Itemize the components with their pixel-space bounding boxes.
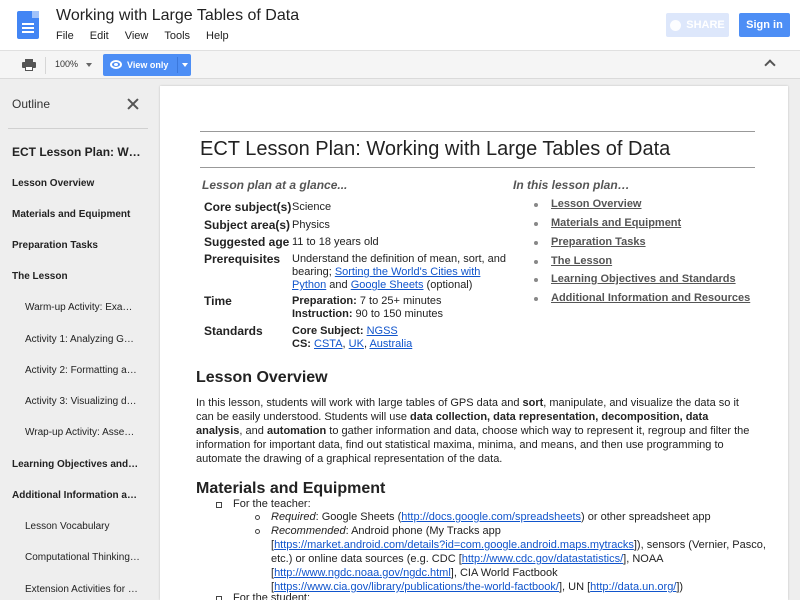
glance-title: Lesson plan at a glance... xyxy=(202,178,348,192)
outline-item[interactable]: Lesson Overview xyxy=(12,178,95,189)
mytracks-link[interactable]: https://market.android.com/details?id=com.google.android.maps.mytracks xyxy=(274,539,634,551)
circle-bullet xyxy=(255,515,260,520)
outline-item[interactable]: Activity 3: Visualizing d… xyxy=(25,396,137,407)
standards-label: Standards xyxy=(204,324,263,338)
chevron-down-icon[interactable] xyxy=(86,63,92,67)
overview-paragraph: In this lesson, students will work with large tables of GPS data and sort, manipulate, and visualize the data so it can be easily understood. Students will use data collection, data representation, decomposition, data analysis, and automation to gather information and data, choose which way to represent it, regroup and filter the information for important data, find out statistical maxima, minima, and means, and then use programming to automate the drawing of a graphical representation of the data. xyxy=(196,397,750,465)
outline-divider xyxy=(8,128,148,129)
checkbox-bullet xyxy=(216,502,222,508)
prereq-and: and xyxy=(326,279,351,291)
cia-link[interactable]: https://www.cia.gov/library/publications/the-world-factbook/ xyxy=(274,581,559,593)
list-item: Required: Google Sheets (http://docs.google.com/spreadsheets) or other spreadsheet app xyxy=(271,511,711,523)
prereq-text: Understand the definition of mean, sort, and xyxy=(292,253,507,265)
toc-link[interactable]: Learning Objectives and Standards xyxy=(551,273,736,285)
eye-icon xyxy=(110,60,122,69)
csta-link[interactable]: CSTA xyxy=(314,338,343,350)
toolbar-divider xyxy=(45,57,46,74)
prep-label: Preparation: xyxy=(292,295,357,307)
close-icon[interactable] xyxy=(127,98,139,110)
outline-item[interactable]: The Lesson xyxy=(12,271,68,282)
outline-item[interactable]: Computational Thinking… xyxy=(25,552,140,563)
chevron-down-icon[interactable] xyxy=(182,63,188,67)
prereq-label: Prerequisites xyxy=(204,252,281,266)
section-heading: Lesson Overview xyxy=(196,369,328,386)
outline-item[interactable]: Learning Objectives and… xyxy=(12,459,139,470)
share-label: SHARE xyxy=(686,19,725,31)
menu-file[interactable]: File xyxy=(56,30,74,42)
toc-link[interactable]: Additional Information and Resources xyxy=(551,292,751,304)
time-value xyxy=(292,295,443,321)
cdc-link[interactable]: http://www.cdc.gov/datastatistics/ xyxy=(461,553,624,565)
sign-in-button[interactable]: Sign in xyxy=(739,13,790,37)
docs-logo-icon[interactable] xyxy=(17,11,39,39)
chevron-up-icon[interactable] xyxy=(764,59,775,70)
subject-areas-label: Subject area(s) xyxy=(204,218,291,232)
print-icon[interactable] xyxy=(22,59,36,71)
document-heading: ECT Lesson Plan: Working with Large Tables of Data xyxy=(200,138,671,160)
instr-label: Instruction: xyxy=(292,308,353,320)
view-mode-button[interactable] xyxy=(103,54,191,76)
title-rule xyxy=(200,167,755,168)
core-subjects-label: Core subject(s) xyxy=(204,200,292,214)
core-subject-label: Core Subject: xyxy=(292,325,364,337)
outline-title: Outline xyxy=(12,97,51,111)
outline-item[interactable]: Preparation Tasks xyxy=(12,240,98,251)
outline-item[interactable]: Warm-up Activity: Exa… xyxy=(25,302,133,313)
toc-link[interactable]: Materials and Equipment xyxy=(551,217,682,229)
time-label: Time xyxy=(204,294,232,308)
outline-item[interactable]: Extension Activities for … xyxy=(25,584,138,595)
toc-link[interactable]: Lesson Overview xyxy=(551,198,642,210)
prereq-value xyxy=(292,253,507,292)
list-item: Recommended: Android phone (My Tracks app [https://market.android.com/details?id=com.google.android.maps.mytracks]), sensors (Vernier, Pasco, etc.) or online data sources (e.g. CDC [http://www.cdc.gov/datastatistics/], NOAA [http://www.ngdc.noaa.gov/ngdc.html], CIA World Factbook [https://www.cia.gov/library/publications/the-world-factbook/], UN [http://data.un.org/]) xyxy=(271,525,766,593)
zoom-select[interactable]: 100% xyxy=(55,59,79,69)
checkbox-bullet xyxy=(216,596,222,600)
subject-areas-value: Physics xyxy=(292,219,330,231)
title-rule xyxy=(200,131,755,132)
outline-item[interactable]: Activity 1: Analyzing G… xyxy=(25,334,134,345)
document-title: Working with Large Tables of Data xyxy=(56,7,300,24)
globe-icon xyxy=(670,20,681,31)
app-header xyxy=(0,0,800,50)
outline-item[interactable]: Additional Information a… xyxy=(12,490,137,501)
sorting-cities-link[interactable]: Python xyxy=(292,279,327,291)
view-mode-label: View only xyxy=(127,60,169,70)
list-item: For the student: xyxy=(233,592,311,600)
noaa-link[interactable]: http://www.ngdc.noaa.gov/ngdc.html xyxy=(274,567,451,579)
menu-bar xyxy=(56,30,245,42)
cs-label: CS: xyxy=(292,338,311,350)
outline-item[interactable]: Lesson Vocabulary xyxy=(25,521,110,532)
menu-view[interactable]: View xyxy=(124,30,149,42)
outline-item[interactable]: Wrap-up Activity: Asse… xyxy=(25,427,135,438)
age-value: 11 to 18 years old xyxy=(292,236,379,248)
document-page xyxy=(160,86,788,600)
outline-item[interactable]: ECT Lesson Plan: W… xyxy=(12,145,141,159)
sheets-url-link[interactable]: http://docs.google.com/spreadsheets xyxy=(401,511,582,523)
toc-link[interactable]: Preparation Tasks xyxy=(551,236,646,248)
toc-link[interactable]: The Lesson xyxy=(551,255,613,267)
google-sheets-link[interactable]: Google Sheets xyxy=(350,279,424,291)
prereq-optional: (optional) xyxy=(423,279,473,291)
menu-help[interactable]: Help xyxy=(206,30,229,42)
share-button[interactable] xyxy=(666,13,729,37)
circle-bullet xyxy=(255,529,260,534)
core-subjects-value: Science xyxy=(292,201,332,213)
menu-tools[interactable]: Tools xyxy=(164,30,191,42)
outline-sidebar xyxy=(0,80,160,600)
section-heading: Materials and Equipment xyxy=(196,480,386,497)
in-plan-title: In this lesson plan… xyxy=(513,178,630,192)
australia-link[interactable]: Australia xyxy=(369,338,413,350)
uk-link[interactable]: UK xyxy=(348,338,364,350)
ngss-link[interactable]: NGSS xyxy=(366,325,398,337)
instr-value: 90 to 150 minutes xyxy=(352,308,444,320)
outline-item[interactable]: Materials and Equipment xyxy=(12,209,131,220)
list-item: For the teacher: xyxy=(233,498,311,510)
prereq-text: bearing; xyxy=(292,266,335,278)
age-label: Suggested age xyxy=(204,235,290,249)
sorting-cities-link[interactable]: Sorting the World's Cities with xyxy=(334,266,481,278)
standards-value: Core Subject: NGSS CS: CSTA, UK, Australia xyxy=(292,325,413,350)
un-link[interactable]: http://data.un.org/ xyxy=(590,581,677,593)
outline-item[interactable]: Activity 2: Formatting a… xyxy=(25,365,137,376)
toolbar xyxy=(0,50,800,79)
menu-edit[interactable]: Edit xyxy=(89,30,109,42)
prep-value: 7 to 25+ minutes xyxy=(356,295,442,307)
